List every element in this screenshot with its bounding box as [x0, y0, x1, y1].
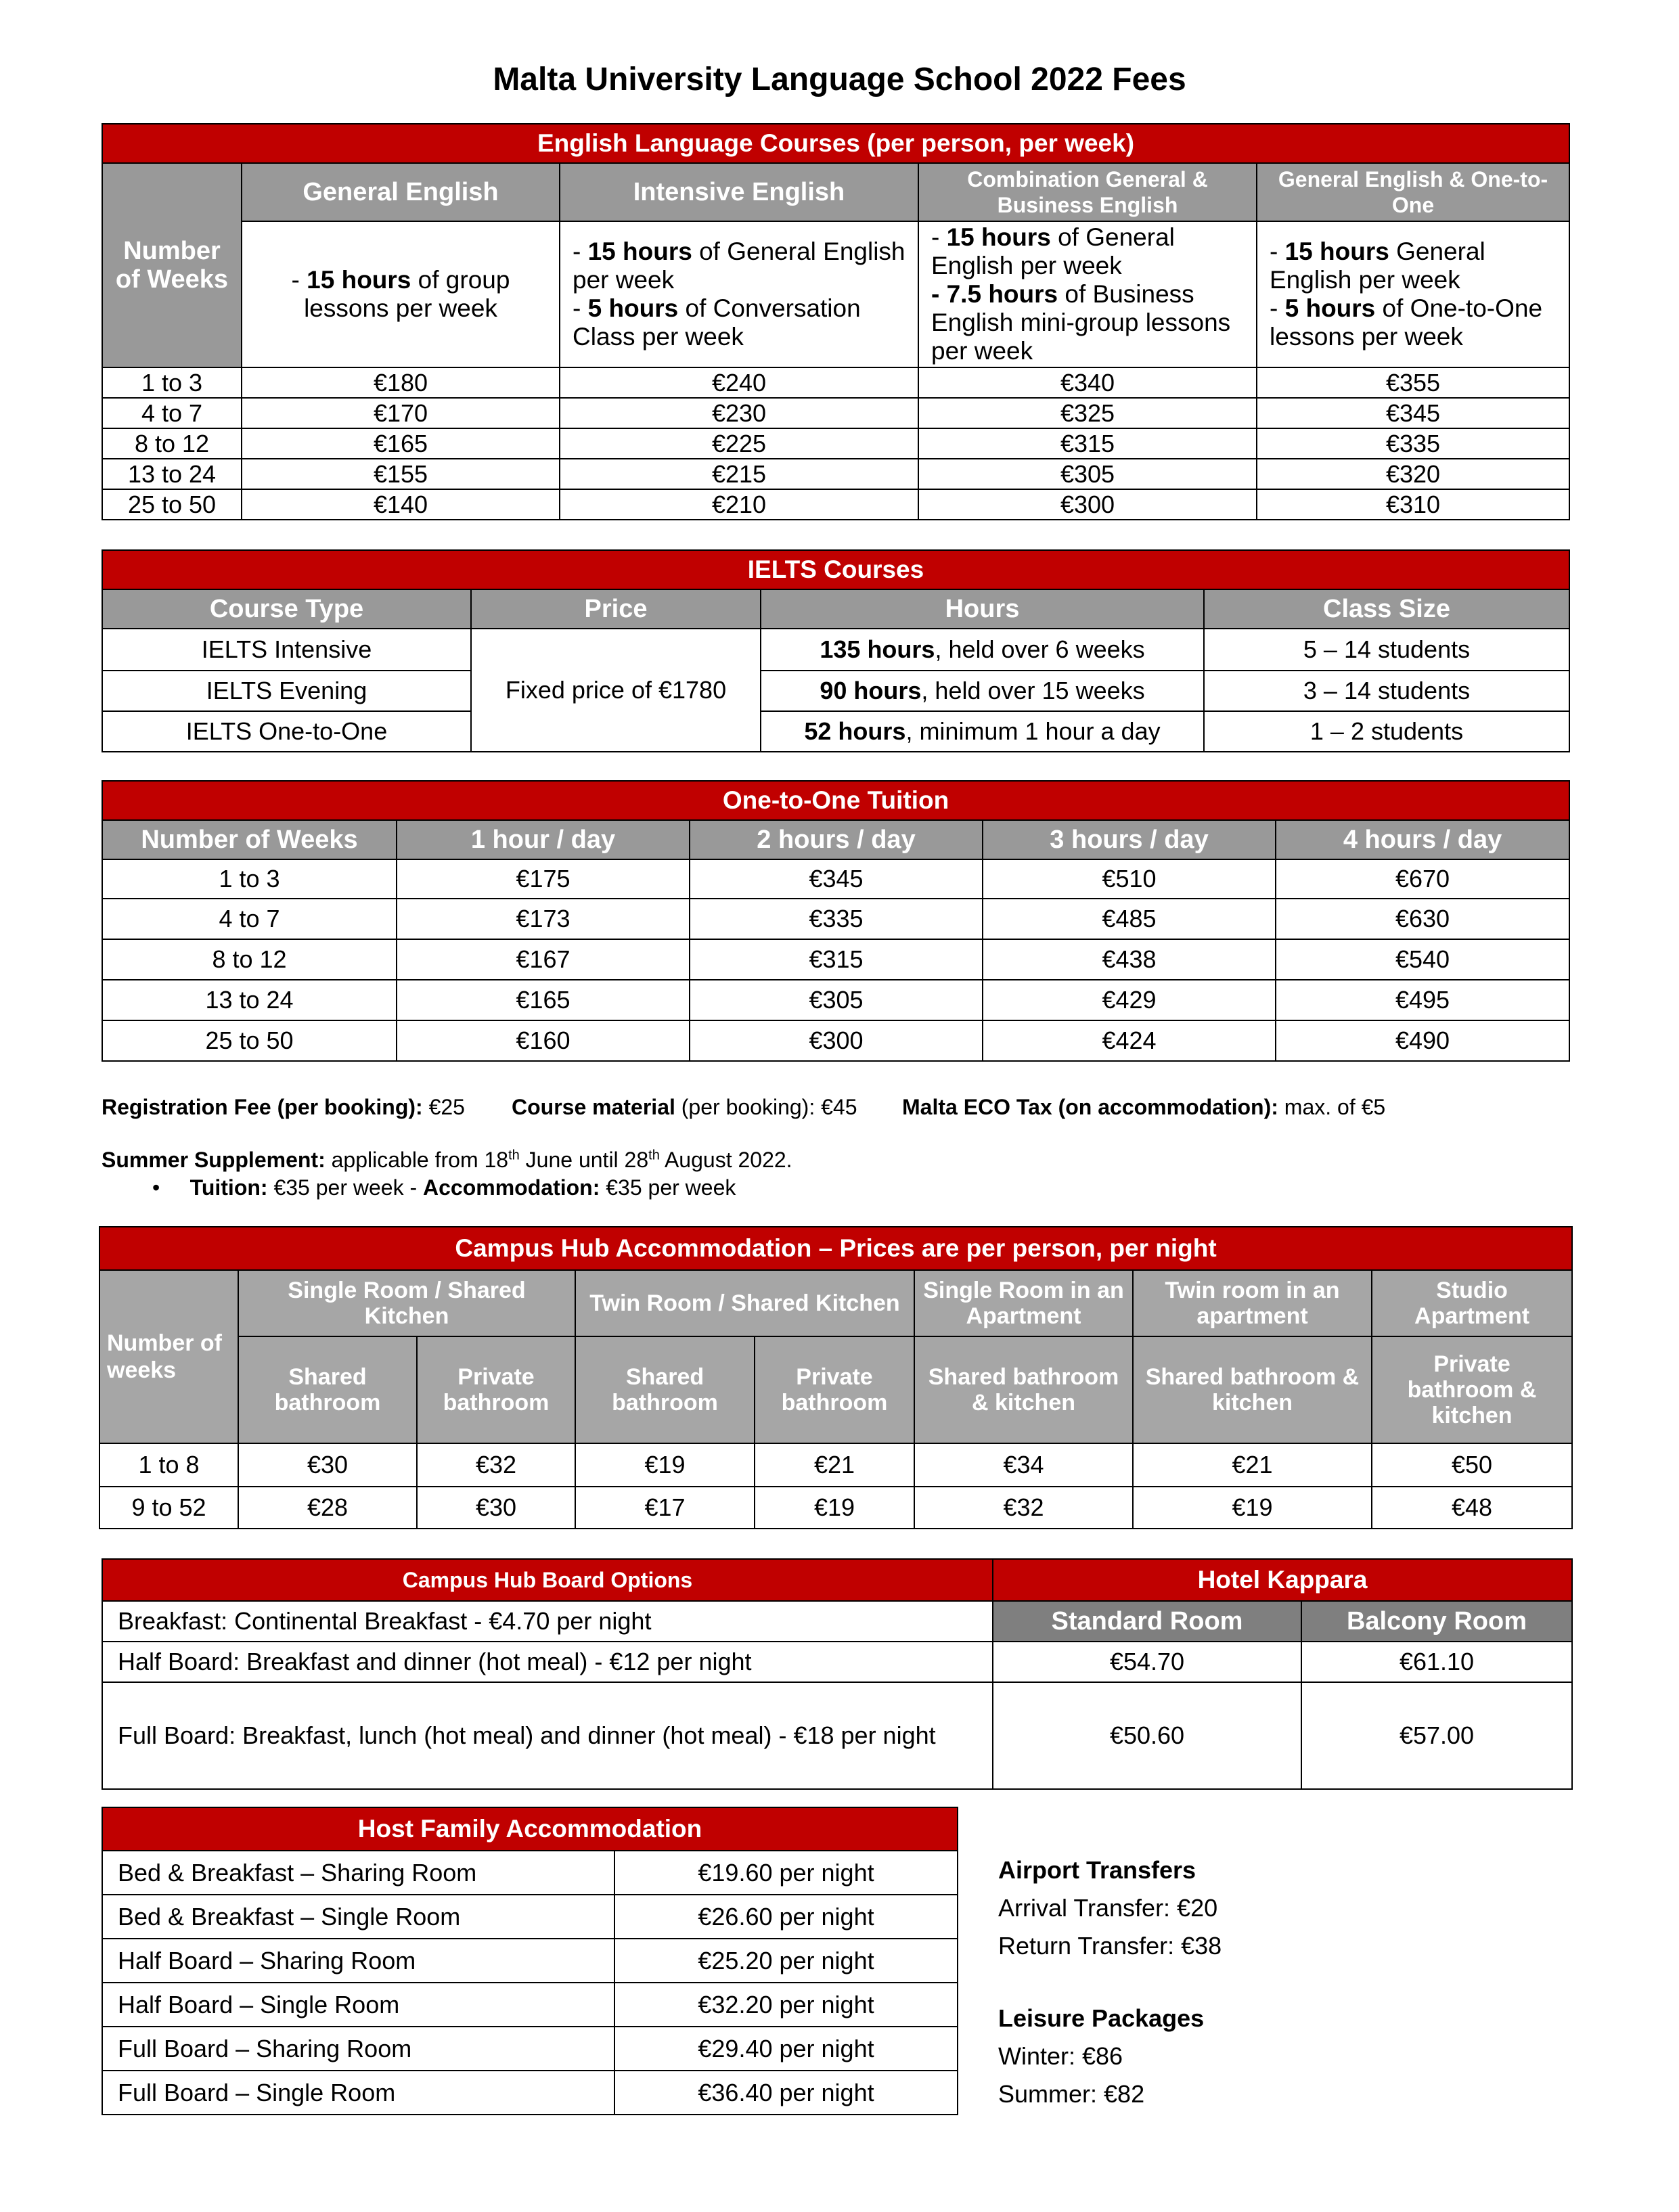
desc-combination: - 15 hours of General English per week - 7.5 hours of Business English mini-group lessons per week [918, 221, 1257, 367]
campus-group-single-apartment: Single Room in an Apartment [914, 1270, 1133, 1336]
summer-supplement-detail: • Tuition: €35 per week - Accommodation: €35 per week [152, 1175, 736, 1200]
table-row: 13 to 24 €165 €305 €429 €495 [102, 980, 1569, 1020]
table-row: IELTS Intensive Fixed price of €1780 135 hours, held over 6 weeks 5 – 14 students [102, 629, 1569, 671]
desc-general: - 15 hours of group lessons per week [242, 221, 560, 367]
course-intensive-english: Intensive English [560, 163, 918, 221]
table-row: Bed & Breakfast – Single Room €26.60 per night [102, 1895, 958, 1939]
table-row: Full Board: Breakfast, lunch (hot meal) and dinner (hot meal) - €18 per night €50.60 €57.00 [102, 1682, 1572, 1789]
table-row: 13 to 24 €155 €215 €305 €320 [102, 459, 1569, 489]
ielts-col-type: Course Type [102, 589, 471, 629]
airport-title: Airport Transfers [998, 1856, 1196, 1884]
campus-sub-single-apartment: Shared bathroom & kitchen [914, 1336, 1133, 1443]
campus-group-twin-shared: Twin Room / Shared Kitchen [575, 1270, 914, 1336]
campus-group-studio: Studio Apartment [1372, 1270, 1572, 1336]
registration-fee: Registration Fee (per booking): €25 [102, 1095, 465, 1119]
table-row: Half Board: Breakfast and dinner (hot meal) - €12 per night €54.70 €61.10 [102, 1642, 1572, 1682]
course-material-fee: Course material (per booking): €45 [512, 1095, 857, 1119]
english-header: English Language Courses (per person, per week) [102, 124, 1569, 163]
campus-group-single-shared: Single Room / Shared Kitchen [238, 1270, 575, 1336]
hotel-header: Hotel Kappara [993, 1559, 1572, 1601]
board-header: Campus Hub Board Options [102, 1559, 993, 1601]
desc-one-to-one: - 15 hours General English per week - 5 hours of One-to-One lessons per week [1257, 221, 1569, 367]
host-family-table [102, 1807, 958, 2115]
campus-weeks-label: Number of weeks [99, 1270, 238, 1443]
ielts-col-hours: Hours [761, 589, 1204, 629]
tuition-col-1h: 1 hour / day [397, 820, 690, 859]
campus-group-twin-apartment: Twin room in an apartment [1133, 1270, 1372, 1336]
campus-sub-private-bath-2: Private bathroom [755, 1336, 914, 1443]
table-row: 8 to 12 €167 €315 €438 €540 [102, 939, 1569, 980]
course-general-english: General English [242, 163, 560, 221]
ielts-col-price: Price [471, 589, 761, 629]
campus-sub-private-bath-1: Private bathroom [417, 1336, 575, 1443]
campus-sub-shared-bath-2: Shared bathroom [575, 1336, 755, 1443]
table-row: 25 to 50 €160 €300 €424 €490 [102, 1020, 1569, 1061]
return-transfer: Return Transfer: €38 [998, 1932, 1222, 1960]
ielts-header: IELTS Courses [102, 550, 1569, 589]
table-row: IELTS Evening 90 hours, held over 15 weeks 3 – 14 students [102, 671, 1569, 711]
table-row: Half Board – Sharing Room €25.20 per night [102, 1939, 958, 1983]
table-row: 9 to 52 €28 €30 €17 €19 €32 €19 €48 [99, 1487, 1572, 1529]
tuition-col-weeks: Number of Weeks [102, 820, 397, 859]
leisure-title: Leisure Packages [998, 2004, 1205, 2032]
campus-sub-studio: Private bathroom & kitchen [1372, 1336, 1572, 1443]
table-row: Half Board – Single Room €32.20 per night [102, 1983, 958, 2027]
arrival-transfer: Arrival Transfer: €20 [998, 1894, 1218, 1922]
table-row: Breakfast: Continental Breakfast - €4.70 per night Standard Room Balcony Room [102, 1601, 1572, 1642]
tuition-header: One-to-One Tuition [102, 781, 1569, 820]
ielts-price: Fixed price of €1780 [471, 629, 761, 752]
course-combination: Combination General & Business English [918, 163, 1257, 221]
hotel-col-balcony: Balcony Room [1301, 1601, 1572, 1642]
table-row: Full Board – Sharing Room €29.40 per night [102, 2027, 958, 2071]
tuition-table [102, 780, 1570, 1062]
campus-header: Campus Hub Accommodation – Prices are per person, per night [99, 1227, 1572, 1270]
table-row: 8 to 12 €165 €225 €315 €335 [102, 428, 1569, 459]
campus-sub-twin-apartment: Shared bathroom & kitchen [1133, 1336, 1372, 1443]
ielts-table [102, 549, 1570, 752]
table-row: 1 to 8 €30 €32 €19 €21 €34 €21 €50 [99, 1443, 1572, 1487]
campus-accommodation-table [99, 1226, 1573, 1529]
table-row: 4 to 7 €170 €230 €325 €345 [102, 398, 1569, 428]
eco-tax: Malta ECO Tax (on accommodation): max. of €5 [902, 1095, 1386, 1119]
leisure-packages [998, 2000, 1204, 2113]
weeks-label: Number of Weeks [102, 163, 242, 367]
table-row: 1 to 3 €180 €240 €340 €355 [102, 367, 1569, 398]
summer-supplement: Summer Supplement: applicable from 18th June until 28th August 2022. [102, 1148, 792, 1172]
table-row: Full Board – Single Room €36.40 per night [102, 2071, 958, 2115]
airport-transfers [998, 1851, 1222, 1965]
page-title: Malta University Language School 2022 Fees [493, 62, 1186, 97]
english-courses-table [102, 123, 1570, 520]
host-header: Host Family Accommodation [102, 1807, 958, 1851]
table-row: 25 to 50 €140 €210 €300 €310 [102, 489, 1569, 520]
tuition-col-2h: 2 hours / day [690, 820, 983, 859]
tuition-col-3h: 3 hours / day [983, 820, 1276, 859]
ielts-col-size: Class Size [1204, 589, 1569, 629]
table-row: IELTS One-to-One 52 hours, minimum 1 hour a day 1 – 2 students [102, 711, 1569, 752]
table-row: Bed & Breakfast – Sharing Room €19.60 per night [102, 1851, 958, 1895]
course-one-to-one: General English & One-to-One [1257, 163, 1569, 221]
desc-intensive: - 15 hours of General English per week - 5 hours of Conversation Class per week [560, 221, 918, 367]
leisure-winter: Winter: €86 [998, 2042, 1123, 2070]
leisure-summer: Summer: €82 [998, 2080, 1145, 2108]
table-row: 1 to 3 €175 €345 €510 €670 [102, 859, 1569, 899]
campus-sub-shared-bath-1: Shared bathroom [238, 1336, 417, 1443]
table-row: 4 to 7 €173 €335 €485 €630 [102, 899, 1569, 939]
board-hotel-table [102, 1558, 1573, 1790]
hotel-col-standard: Standard Room [993, 1601, 1301, 1642]
tuition-col-4h: 4 hours / day [1276, 820, 1569, 859]
